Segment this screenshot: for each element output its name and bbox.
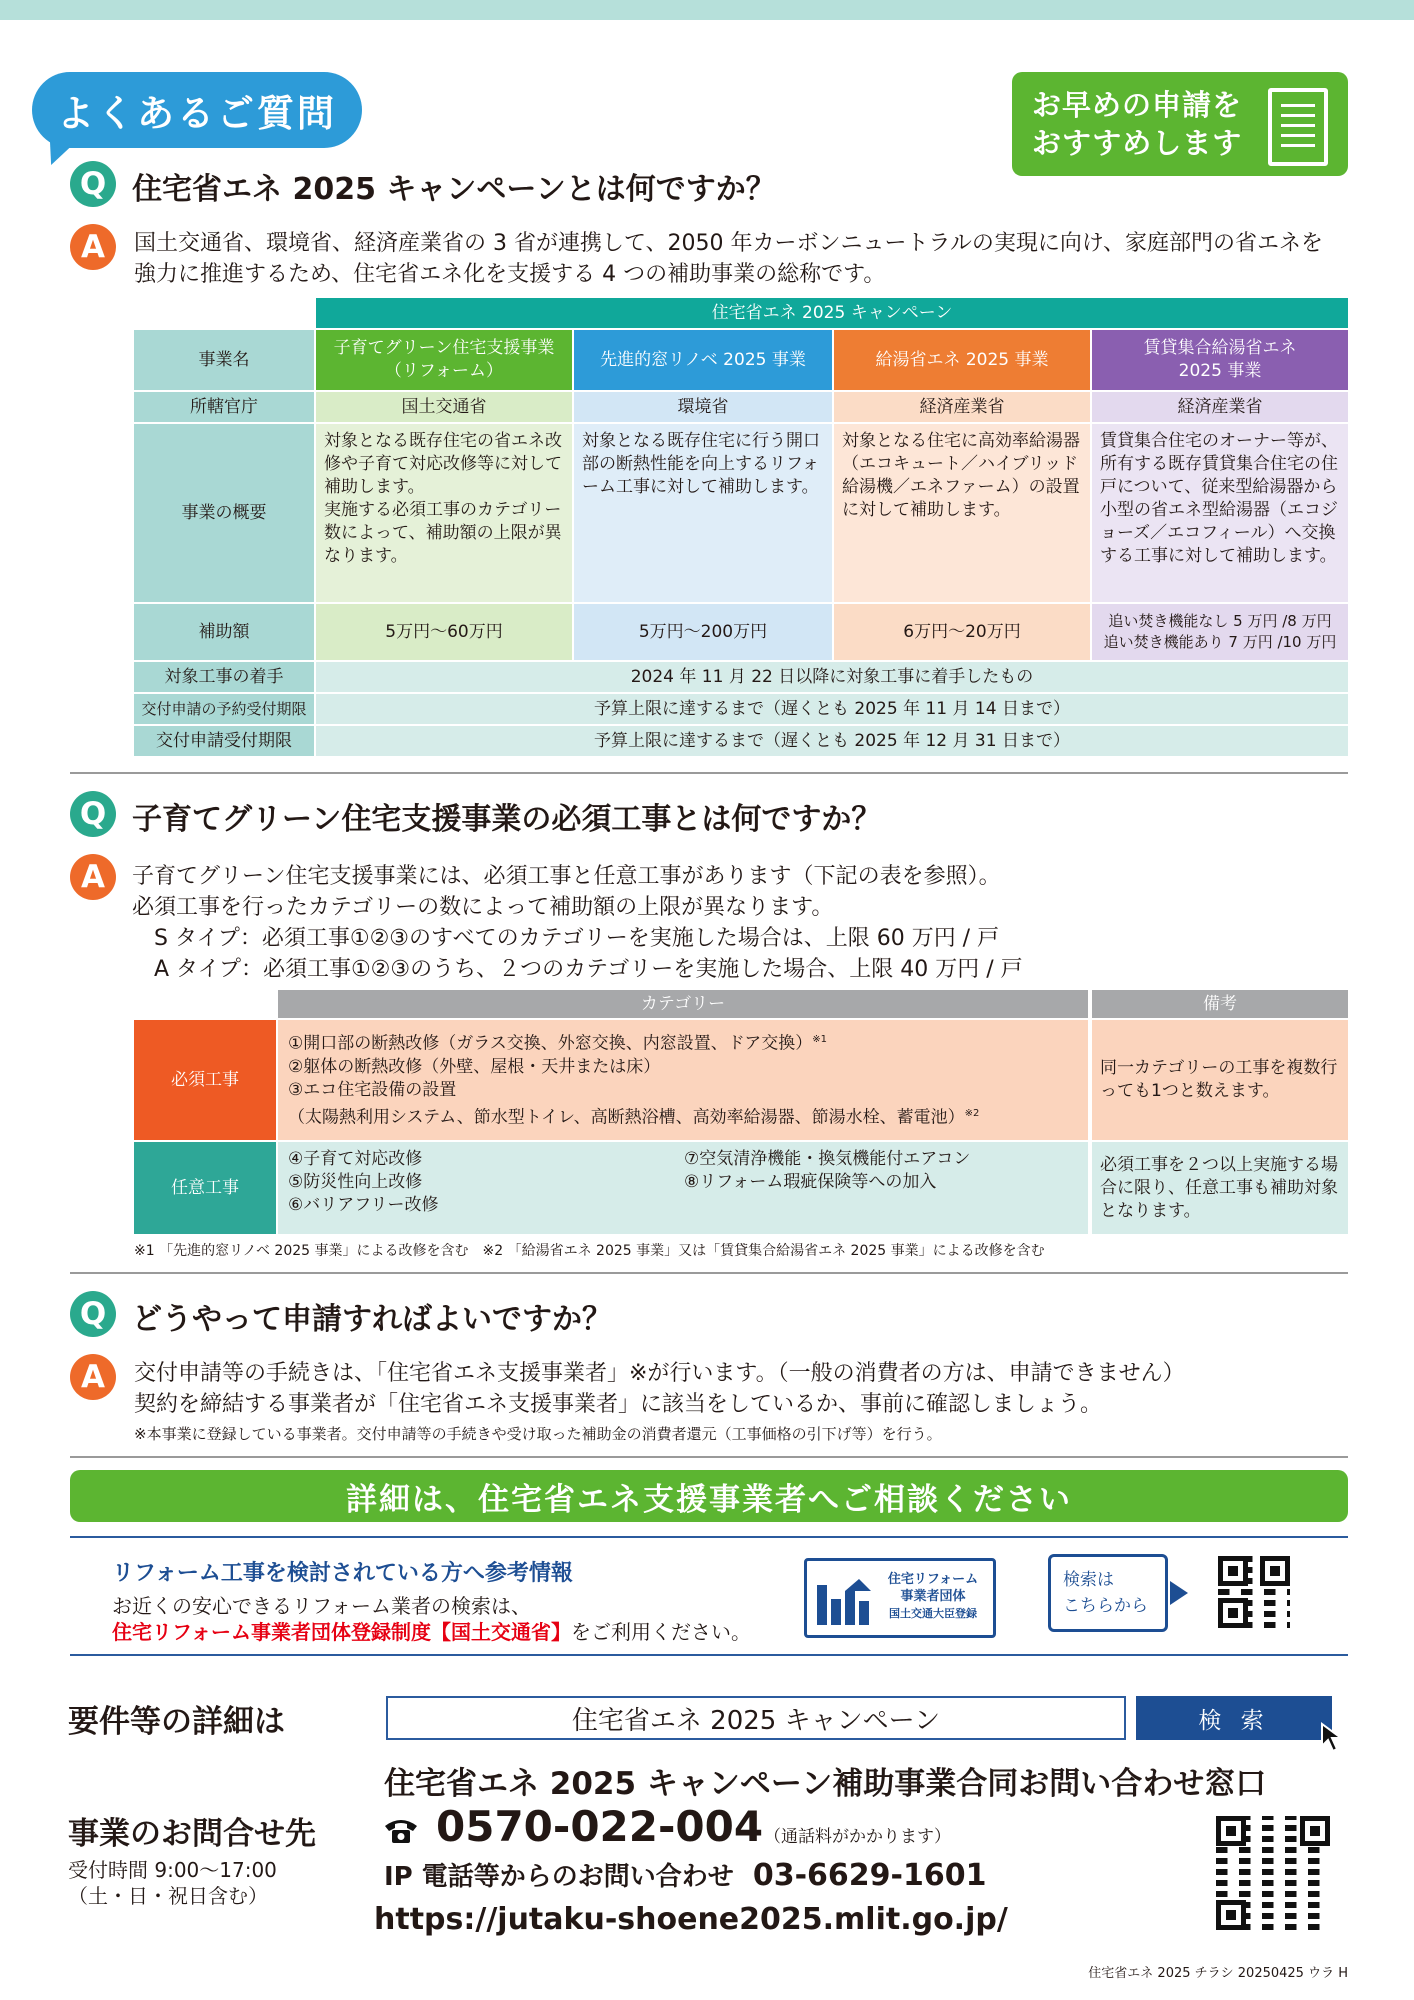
subsidy-kosodate: 5万円〜60万円 xyxy=(316,604,572,660)
footer-code: 住宅省エネ 2025 チラシ 20250425 ウラ H xyxy=(1088,1966,1348,1981)
contact-days: （土・日・祝日含む） xyxy=(68,1884,268,1908)
required-works-note: 同一カテゴリーの工事を複数行っても1つと数えます。 xyxy=(1092,1020,1348,1140)
campaign-banner: 住宅省エネ 2025 キャンペーン xyxy=(316,298,1348,328)
ip-phone-line: IP 電話等からのお問い合わせ 03-6629-1601 xyxy=(384,1858,987,1893)
optional-works-label: 任意工事 xyxy=(134,1142,276,1234)
telephone-icon xyxy=(382,1814,420,1846)
question-3: どうやって申請すればよいですか？ xyxy=(132,1302,612,1337)
reform-registration-link[interactable]: 住宅リフォーム事業者団体登録制度【国土交通省】 xyxy=(112,1620,571,1644)
required-item: ③エコ住宅設備の設置 xyxy=(288,1079,457,1100)
consult-banner: 詳細は、住宅省エネ支援事業者へご相談ください xyxy=(70,1470,1348,1522)
a-icon: A xyxy=(70,224,116,270)
contact-title: 住宅省エネ 2025 キャンペーン補助事業合同お問い合わせ窓口 xyxy=(384,1766,1267,1802)
divider xyxy=(70,1456,1348,1458)
search-button[interactable]: 検 索 xyxy=(1136,1696,1332,1740)
top-band xyxy=(0,0,1414,20)
search-here-button[interactable]: 検索は こちらから xyxy=(1048,1554,1168,1632)
house-building-icon xyxy=(815,1571,873,1629)
qr-code-reform[interactable] xyxy=(1218,1556,1290,1628)
optional-item: ⑤防災性向上改修 xyxy=(288,1172,423,1192)
divider xyxy=(70,1272,1348,1274)
reform-info-line-1: お近くの安心できるリフォーム業者の検索は、 xyxy=(112,1594,531,1618)
required-item: ②躯体の断熱改修（外壁、屋根・天井または床） xyxy=(288,1056,661,1077)
row-label-subsidy: 補助額 xyxy=(134,604,314,660)
reform-info-line-2: 住宅リフォーム事業者団体登録制度【国土交通省】をご利用ください。 xyxy=(112,1620,751,1644)
search-label: 要件等の詳細は xyxy=(68,1704,285,1740)
contact-hours: 受付時間 9:00〜17:00 xyxy=(68,1858,277,1882)
divider xyxy=(70,772,1348,774)
optional-item: ④子育て対応改修 xyxy=(288,1149,423,1169)
answer-3-note: ※本事業に登録している事業者。交付申請等の手続きや受け取った補助金の消費者還元（工事価格の引下げ等）を行う。 xyxy=(134,1425,942,1443)
footnote-mark: ※1 xyxy=(812,1034,827,1045)
row-label-reservation: 交付申請の予約受付期限 xyxy=(134,694,314,724)
overview-kyuto: 対象となる住宅に高効率給湯器（エコキュート／ハイブリッド給湯機／エネファーム）の設置に対して補助します。 xyxy=(834,424,1090,602)
row-label-application: 交付申請受付期限 xyxy=(134,726,314,756)
q-icon: Q xyxy=(70,791,116,837)
question-2: 子育てグリーン住宅支援事業の必須工事とは何ですか？ xyxy=(132,802,882,837)
search-input[interactable]: 住宅省エネ 2025 キャンペーン xyxy=(386,1696,1126,1740)
q-icon: Q xyxy=(70,1291,116,1337)
document-icon xyxy=(1268,88,1328,166)
answer-2-line-2: 必須工事を行ったカテゴリーの数によって補助額の上限が異なります。 xyxy=(132,895,834,920)
q-icon: Q xyxy=(70,161,116,207)
faq-heading: よくあるご質問 xyxy=(32,72,362,148)
required-item: ①開口部の断熱改修（ガラス交換、外窓交換、内窓設置、ドア交換） xyxy=(288,1033,813,1054)
works-footnote: ※1 「先進的窓リノベ 2025 事業」による改修を含む ※2 「給湯省エネ 2025 事業」又は「賃貸集合給湯省エネ 2025 事業」による改修を含む xyxy=(134,1243,1045,1259)
question-1: 住宅省エネ 2025 キャンペーンとは何ですか？ xyxy=(132,172,776,207)
required-item-detail: （太陽熱利用システム、節水型トイレ、高断熱浴槽、高効率給湯器、節湯水栓、蓄電池） xyxy=(288,1107,965,1128)
row-label-start: 対象工事の着手 xyxy=(134,662,314,692)
overview-mado: 対象となる既存住宅に行う開口部の断熱性能を向上するリフォーム工事に対して補助します。 xyxy=(574,424,832,602)
answer-1-line-1: 国土交通省、環境省、経済産業省の 3 省が連携して、2050 年カーボンニュートラルの実現に向け、家庭部門の省エネを xyxy=(134,231,1323,256)
reform-registry-logo: 住宅リフォーム 事業者団体 国土交通大臣登録 xyxy=(804,1558,996,1638)
answer-2-a-type: A タイプ：必須工事①②③のうち、２つのカテゴリーを実施した場合、上限 40 万円 / 戸 xyxy=(154,957,1023,982)
a-icon: A xyxy=(70,854,116,900)
optional-item: ⑧リフォーム瑕疵保険等への加入 xyxy=(684,1172,937,1192)
early-application-badge xyxy=(1012,72,1348,176)
campaign-url[interactable]: https://jutaku-shoene2025.mlit.go.jp/ xyxy=(374,1902,1008,1937)
answer-2-line-1: 子育てグリーン住宅支援事業には、必須工事と任意工事があります（下記の表を参照）。 xyxy=(132,864,1001,889)
contact-phone-note: （通話料がかかります） xyxy=(764,1827,951,1847)
optional-works-note: 必須工事を２つ以上実施する場合に限り、任意工事も補助対象となります。 xyxy=(1092,1142,1348,1234)
overview-chintai: 賃貸集合住宅のオーナー等が、所有する既存賃貸集合住宅の住戸について、従来型給湯器から小型の省エネ型給湯器（エコジョーズ／エコフィール）へ交換する工事に対して補助します。 xyxy=(1092,424,1348,602)
answer-3-line-1: 交付申請等の手続きは、「住宅省エネ支援事業者」※が行います。（一般の消費者の方は、申請できません） xyxy=(134,1361,1185,1386)
arrow-right-icon xyxy=(1170,1581,1188,1605)
divider xyxy=(70,1654,1348,1656)
divider xyxy=(70,1536,1348,1538)
subsidy-kyuto: 6万円〜20万円 xyxy=(834,604,1090,660)
ministry-chintai: 経済産業省 xyxy=(1092,392,1348,422)
application-value: 予算上限に達するまで（遅くとも 2025 年 12 月 31 日まで） xyxy=(316,726,1348,756)
header-note: 備考 xyxy=(1092,990,1348,1018)
a-icon: A xyxy=(70,1354,116,1400)
subsidy-mado: 5万円〜200万円 xyxy=(574,604,832,660)
reservation-value: 予算上限に達するまで（遅くとも 2025 年 11 月 14 日まで） xyxy=(316,694,1348,724)
ip-phone-number[interactable]: 03-6629-1601 xyxy=(752,1858,987,1893)
program-name-kosodate: 子育てグリーン住宅支援事業 （リフォーム） xyxy=(316,330,572,390)
subsidy-chintai: 追い焚き機能なし 5 万円 /8 万円 追い焚き機能あり 7 万円 /10 万円 xyxy=(1092,604,1348,660)
contact-label: 事業のお問合せ先 xyxy=(68,1816,316,1852)
required-works-label: 必須工事 xyxy=(134,1020,276,1140)
early-application-text: お早めの申請を おすすめします xyxy=(1032,88,1243,160)
optional-item: ⑥バリアフリー改修 xyxy=(288,1195,439,1215)
optional-works-list xyxy=(278,1142,1088,1234)
ministry-kyuto: 経済産業省 xyxy=(834,392,1090,422)
row-label-name: 事業名 xyxy=(134,330,314,390)
answer-2-s-type: S タイプ：必須工事①②③のすべてのカテゴリーを実施した場合は、上限 60 万円 / 戸 xyxy=(154,926,1000,951)
footnote-mark: ※2 xyxy=(964,1107,980,1119)
ministry-kosodate: 国土交通省 xyxy=(316,392,572,422)
optional-item: ⑦空気清浄機能・換気機能付エアコン xyxy=(684,1149,971,1169)
program-name-mado: 先進的窓リノベ 2025 事業 xyxy=(574,330,832,390)
required-works-list xyxy=(278,1020,1088,1140)
answer-3-line-2: 契約を締結する事業者が「住宅省エネ支援事業者」に該当をしているか、事前に確認しましょう。 xyxy=(134,1392,1103,1417)
row-label-ministry: 所轄官庁 xyxy=(134,392,314,422)
mouse-cursor-icon xyxy=(1320,1722,1346,1754)
program-name-chintai: 賃貸集合給湯省エネ 2025 事業 xyxy=(1092,330,1348,390)
program-name-kyuto: 給湯省エネ 2025 事業 xyxy=(834,330,1090,390)
contact-phone[interactable]: 0570-022-004 xyxy=(436,1802,764,1851)
overview-kosodate: 対象となる既存住宅の省エネ改修や子育て対応改修等に対して補助します。 実施する必須工事のカテゴリー数によって、補助額の上限が異なります。 xyxy=(316,424,572,602)
start-value: 2024 年 11 月 22 日以降に対象工事に着手したもの xyxy=(316,662,1348,692)
row-label-overview: 事業の概要 xyxy=(134,424,314,602)
answer-1-line-2: 強力に推進するため、住宅省エネ化を支援する 4 つの補助事業の総称です。 xyxy=(134,262,886,287)
header-category: カテゴリー xyxy=(278,990,1088,1018)
qr-code-campaign[interactable] xyxy=(1216,1816,1330,1930)
ministry-mado: 環境省 xyxy=(574,392,832,422)
reform-info-title: リフォーム工事を検討されている方へ参考情報 xyxy=(112,1561,573,1586)
